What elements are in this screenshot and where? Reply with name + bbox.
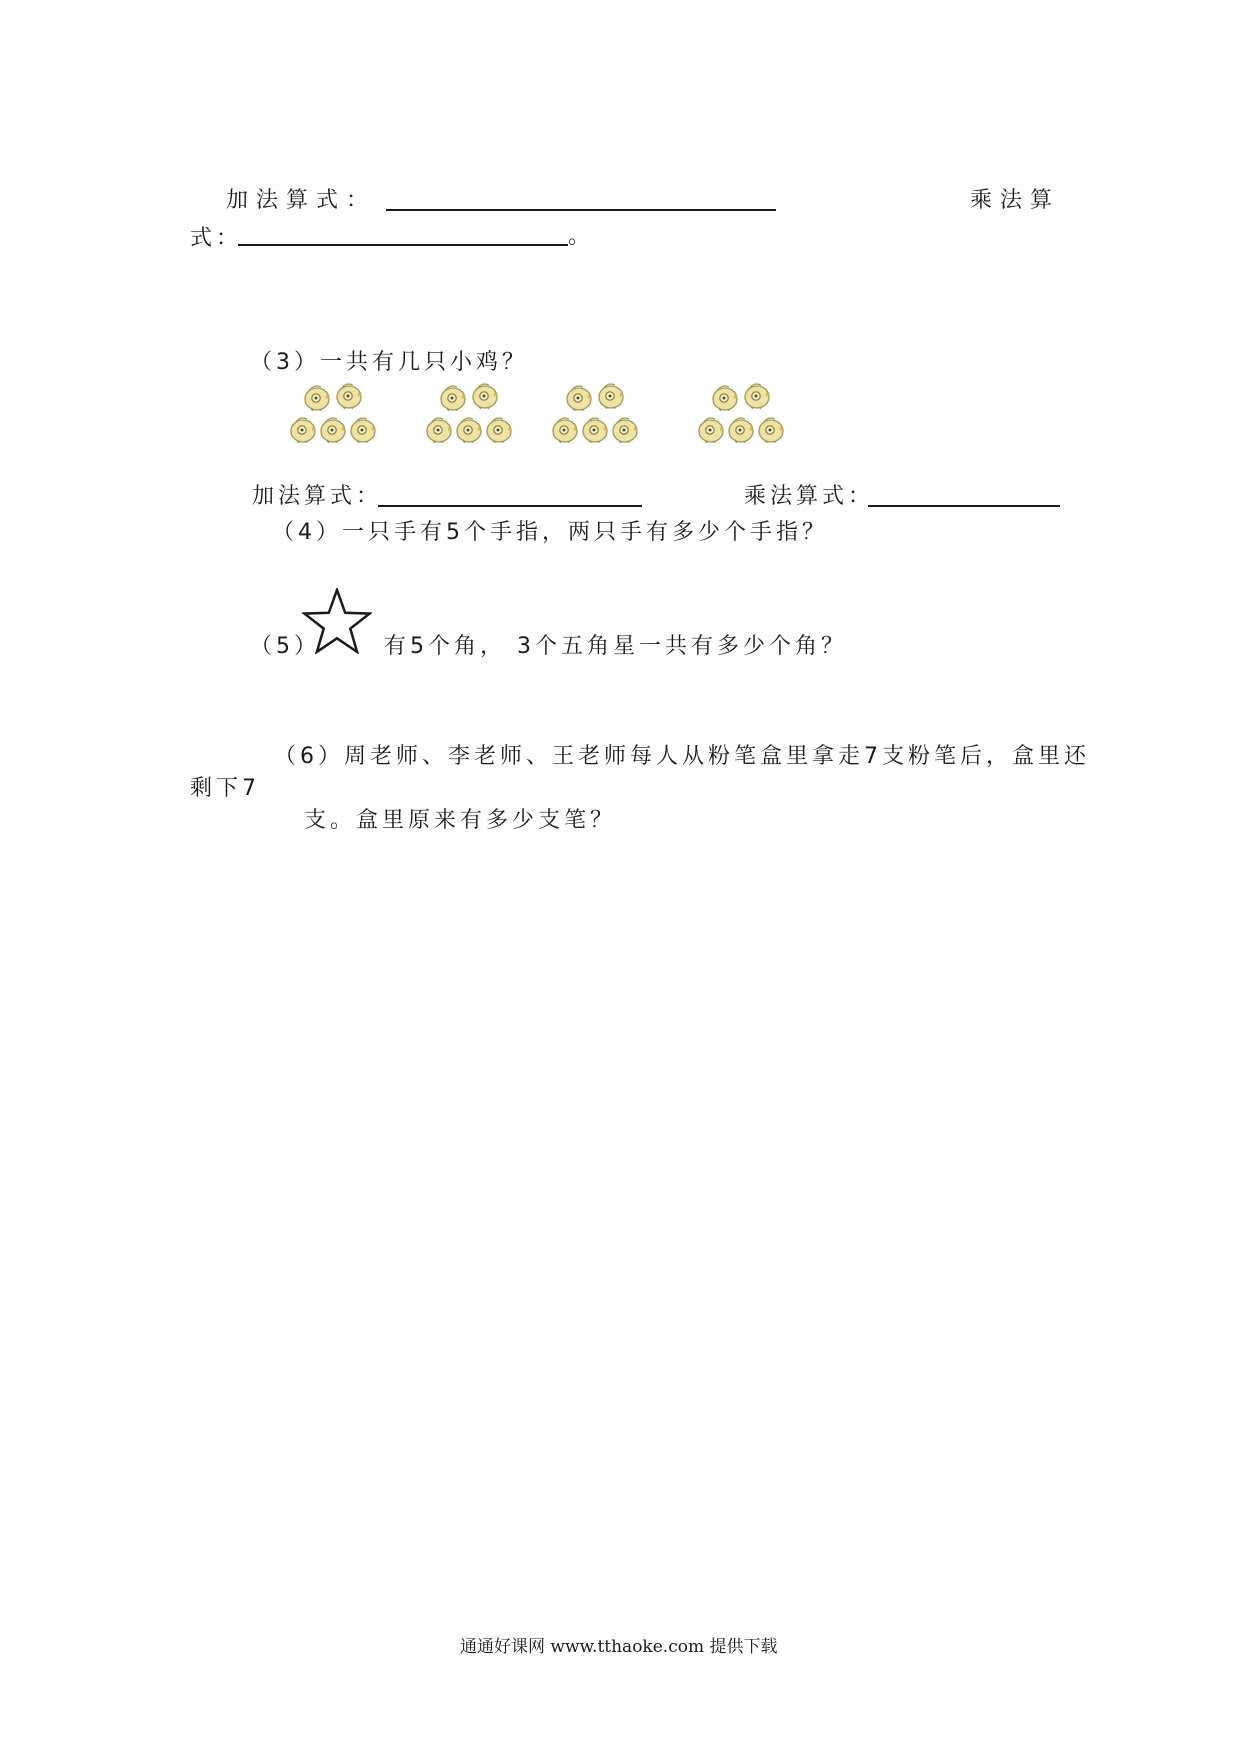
q3-multiplication-label: 乘法算式： bbox=[744, 484, 875, 509]
chick-icon bbox=[302, 382, 332, 412]
chick-icon bbox=[438, 382, 468, 412]
chick-icon bbox=[424, 414, 454, 444]
chick-icon bbox=[564, 382, 594, 412]
question-5-text: 有5个角， 3个五角星一共有多少个角？ bbox=[384, 634, 847, 659]
chick-icon bbox=[596, 380, 626, 410]
addition-label: 加法算式： bbox=[226, 188, 377, 213]
q3-multiplication-answer-blank[interactable] bbox=[868, 505, 1060, 507]
chick-icon bbox=[348, 414, 378, 444]
chick-icon bbox=[484, 414, 514, 444]
addition-answer-blank[interactable] bbox=[386, 209, 776, 211]
question-5-number: （5） bbox=[250, 634, 320, 659]
chick-icon bbox=[742, 380, 772, 410]
chick-icon bbox=[696, 414, 726, 444]
question-6-line2: 剩下7 bbox=[190, 776, 260, 801]
chick-icon bbox=[334, 380, 364, 410]
multiplication-label-part1: 乘法算 bbox=[970, 188, 1061, 213]
q3-addition-answer-blank[interactable] bbox=[378, 505, 642, 507]
chick-icon bbox=[318, 414, 348, 444]
chick-icon bbox=[288, 414, 318, 444]
chick-icon bbox=[610, 414, 640, 444]
chick-icon bbox=[580, 414, 610, 444]
footer-credit: 通通好课网 www.tthaoke.com 提供下载 bbox=[460, 1637, 778, 1657]
chick-icon bbox=[756, 414, 786, 444]
question-6-line1: （6）周老师、李老师、王老师每人从粉笔盒里拿走7支粉笔后，盒里还 bbox=[274, 744, 1090, 769]
question-6-line3: 支。盒里原来有多少支笔？ bbox=[304, 808, 617, 833]
multiplication-answer-blank[interactable] bbox=[238, 244, 568, 246]
chick-icon bbox=[454, 414, 484, 444]
chick-icon bbox=[726, 414, 756, 444]
chick-icon bbox=[710, 382, 740, 412]
q3-addition-label: 加法算式： bbox=[252, 484, 383, 509]
question-3-text: （3）一共有几只小鸡？ bbox=[250, 350, 528, 375]
period-mark: 。 bbox=[568, 224, 591, 249]
star-outline-icon bbox=[302, 588, 372, 654]
question-4-text: （4）一只手有5个手指，两只手有多少个手指？ bbox=[272, 520, 828, 545]
chick-icon bbox=[550, 414, 580, 444]
chick-icon bbox=[470, 380, 500, 410]
multiplication-label-part2: 式： bbox=[190, 226, 243, 251]
